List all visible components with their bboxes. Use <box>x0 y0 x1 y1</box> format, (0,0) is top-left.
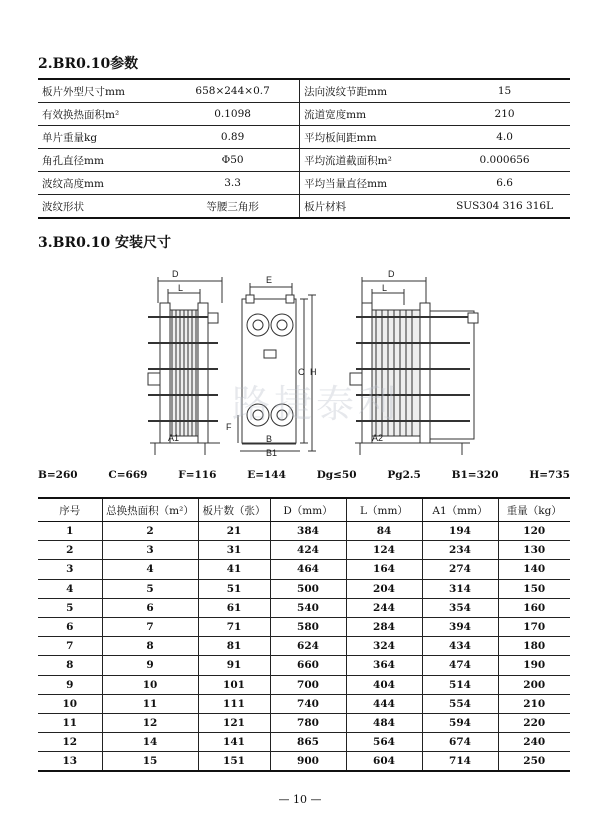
table-cell: 7 <box>38 637 102 656</box>
table-cell: 4 <box>38 579 102 598</box>
right-side-view <box>350 277 478 455</box>
param-label: 法向波纹节距mm <box>300 79 440 103</box>
parameter-row <box>38 195 570 219</box>
table-cell: 3 <box>38 560 102 579</box>
param-value: 3.3 <box>166 172 300 195</box>
dimension-value: Pg2.5 <box>387 469 421 481</box>
table-row <box>38 560 570 579</box>
table-cell: 474 <box>422 656 498 675</box>
table-cell: 8 <box>38 656 102 675</box>
table-cell: 900 <box>270 752 346 772</box>
param-value: 4.0 <box>439 126 570 149</box>
parameter-row <box>38 79 570 103</box>
table-cell: 210 <box>498 694 570 713</box>
column-header: A1（mm） <box>422 498 498 522</box>
label-a2: A2 <box>372 433 384 443</box>
table-cell: 674 <box>422 733 498 752</box>
table-cell: 81 <box>198 637 270 656</box>
table-row <box>38 637 570 656</box>
table-cell: 220 <box>498 713 570 732</box>
table-cell: 120 <box>498 522 570 541</box>
table-cell: 444 <box>346 694 422 713</box>
param-value: Φ50 <box>166 149 300 172</box>
table-row <box>38 675 570 694</box>
param-value: 6.6 <box>439 172 570 195</box>
label-d-left: D <box>172 269 179 279</box>
table-cell: 14 <box>102 733 198 752</box>
section-2-title: 2.BR0.10参数 <box>38 56 139 72</box>
param-label: 波纹形状 <box>38 195 166 219</box>
parameter-row <box>38 126 570 149</box>
column-header: 板片数（张） <box>198 498 270 522</box>
table-cell: 284 <box>346 617 422 636</box>
param-value: 15 <box>439 79 570 103</box>
table-cell: 51 <box>198 579 270 598</box>
table-cell: 12 <box>38 733 102 752</box>
table-cell: 580 <box>270 617 346 636</box>
watermark: 路捷泰利 <box>232 382 401 426</box>
table-cell: 500 <box>270 579 346 598</box>
installation-drawings <box>0 255 600 465</box>
table-cell: 4 <box>102 560 198 579</box>
page-number: — 10 — <box>278 793 322 806</box>
table-cell: 130 <box>498 541 570 560</box>
label-a1: A1 <box>168 433 180 443</box>
table-cell: 354 <box>422 598 498 617</box>
table-cell: 180 <box>498 637 570 656</box>
table-cell: 84 <box>346 522 422 541</box>
column-header: D（mm） <box>270 498 346 522</box>
table-cell: 5 <box>38 598 102 617</box>
label-l-left: L <box>178 283 184 293</box>
param-label: 角孔直径mm <box>38 149 166 172</box>
parameter-row <box>38 149 570 172</box>
table-cell: 8 <box>102 637 198 656</box>
table-cell: 464 <box>270 560 346 579</box>
column-header: 序号 <box>38 498 102 522</box>
table-row <box>38 656 570 675</box>
parameter-row <box>38 172 570 195</box>
table-cell: 604 <box>346 752 422 772</box>
table-cell: 554 <box>422 694 498 713</box>
param-value: 0.1098 <box>166 103 300 126</box>
table-cell: 540 <box>270 598 346 617</box>
label-l-right: L <box>382 283 388 293</box>
table-cell: 780 <box>270 713 346 732</box>
column-header: 重量（kg） <box>498 498 570 522</box>
param-label: 流道宽度mm <box>300 103 440 126</box>
table-cell: 101 <box>198 675 270 694</box>
table-cell: 21 <box>198 522 270 541</box>
param-label: 板片材料 <box>300 195 440 219</box>
dimension-summary <box>38 469 570 481</box>
table-cell: 151 <box>198 752 270 772</box>
param-label: 平均板间距mm <box>300 126 440 149</box>
table-cell: 2 <box>102 522 198 541</box>
table-cell: 1 <box>38 522 102 541</box>
table-cell: 190 <box>498 656 570 675</box>
table-cell: 624 <box>270 637 346 656</box>
param-label: 平均当量直径mm <box>300 172 440 195</box>
table-cell: 594 <box>422 713 498 732</box>
param-label: 板片外型尺寸mm <box>38 79 166 103</box>
table-cell: 3 <box>102 541 198 560</box>
table-row <box>38 694 570 713</box>
table-cell: 170 <box>498 617 570 636</box>
table-cell: 234 <box>422 541 498 560</box>
table-cell: 11 <box>102 694 198 713</box>
left-side-view <box>148 277 222 455</box>
label-b1: B1 <box>266 448 278 458</box>
table-cell: 141 <box>198 733 270 752</box>
dimension-value: H=735 <box>529 469 570 481</box>
table-cell: 424 <box>270 541 346 560</box>
table-cell: 13 <box>38 752 102 772</box>
table-cell: 514 <box>422 675 498 694</box>
dimension-value: B=260 <box>38 469 78 481</box>
param-label: 单片重量kg <box>38 126 166 149</box>
model-table <box>38 497 570 772</box>
table-cell: 140 <box>498 560 570 579</box>
label-h: H <box>310 367 317 377</box>
table-row <box>38 579 570 598</box>
table-cell: 2 <box>38 541 102 560</box>
param-value: 0.000656 <box>439 149 570 172</box>
table-row <box>38 522 570 541</box>
table-row <box>38 733 570 752</box>
param-label: 平均流道截面积m² <box>300 149 440 172</box>
table-cell: 124 <box>346 541 422 560</box>
table-cell: 434 <box>422 637 498 656</box>
param-label: 波纹高度mm <box>38 172 166 195</box>
label-e: E <box>266 275 273 285</box>
table-cell: 121 <box>198 713 270 732</box>
table-cell: 194 <box>422 522 498 541</box>
table-cell: 91 <box>198 656 270 675</box>
dimension-value: B1=320 <box>451 469 499 481</box>
parameter-table <box>38 78 570 219</box>
table-cell: 7 <box>102 617 198 636</box>
table-row <box>38 598 570 617</box>
table-cell: 6 <box>38 617 102 636</box>
table-cell: 700 <box>270 675 346 694</box>
label-c: C <box>298 367 305 377</box>
table-cell: 5 <box>102 579 198 598</box>
table-cell: 740 <box>270 694 346 713</box>
table-cell: 41 <box>198 560 270 579</box>
param-value: SUS304 316 316L <box>439 195 570 219</box>
table-cell: 240 <box>498 733 570 752</box>
table-cell: 71 <box>198 617 270 636</box>
parameter-row <box>38 103 570 126</box>
table-cell: 564 <box>346 733 422 752</box>
table-cell: 364 <box>346 656 422 675</box>
table-row <box>38 541 570 560</box>
table-cell: 244 <box>346 598 422 617</box>
column-header: L（mm） <box>346 498 422 522</box>
table-cell: 314 <box>422 579 498 598</box>
table-cell: 404 <box>346 675 422 694</box>
dimension-value: E=144 <box>247 469 286 481</box>
label-d-right: D <box>388 269 395 279</box>
table-cell: 274 <box>422 560 498 579</box>
table-cell: 714 <box>422 752 498 772</box>
table-cell: 61 <box>198 598 270 617</box>
table-cell: 384 <box>270 522 346 541</box>
table-cell: 865 <box>270 733 346 752</box>
table-row <box>38 752 570 772</box>
table-row <box>38 713 570 732</box>
table-cell: 164 <box>346 560 422 579</box>
label-b: B <box>266 434 273 444</box>
table-cell: 11 <box>38 713 102 732</box>
table-cell: 15 <box>102 752 198 772</box>
table-cell: 250 <box>498 752 570 772</box>
table-cell: 204 <box>346 579 422 598</box>
column-header: 总换热面积（m²） <box>102 498 198 522</box>
table-cell: 394 <box>422 617 498 636</box>
table-cell: 160 <box>498 598 570 617</box>
table-cell: 324 <box>346 637 422 656</box>
table-cell: 10 <box>38 694 102 713</box>
section-3-title: 3.BR0.10 安装尺寸 <box>38 235 172 251</box>
param-label: 有效换热面积m² <box>38 103 166 126</box>
param-value: 658×244×0.7 <box>166 79 300 103</box>
table-cell: 6 <box>102 598 198 617</box>
param-value: 210 <box>439 103 570 126</box>
label-f: F <box>226 422 232 432</box>
table-cell: 200 <box>498 675 570 694</box>
table-cell: 9 <box>38 675 102 694</box>
dimension-value: Dg≤50 <box>316 469 357 481</box>
table-cell: 10 <box>102 675 198 694</box>
table-cell: 150 <box>498 579 570 598</box>
table-cell: 111 <box>198 694 270 713</box>
table-cell: 484 <box>346 713 422 732</box>
dimension-value: C=669 <box>108 469 148 481</box>
dimension-value: F=116 <box>178 469 217 481</box>
param-value: 等腰三角形 <box>166 195 300 219</box>
table-cell: 660 <box>270 656 346 675</box>
table-row <box>38 617 570 636</box>
table-cell: 12 <box>102 713 198 732</box>
param-value: 0.89 <box>166 126 300 149</box>
table-cell: 31 <box>198 541 270 560</box>
table-cell: 9 <box>102 656 198 675</box>
